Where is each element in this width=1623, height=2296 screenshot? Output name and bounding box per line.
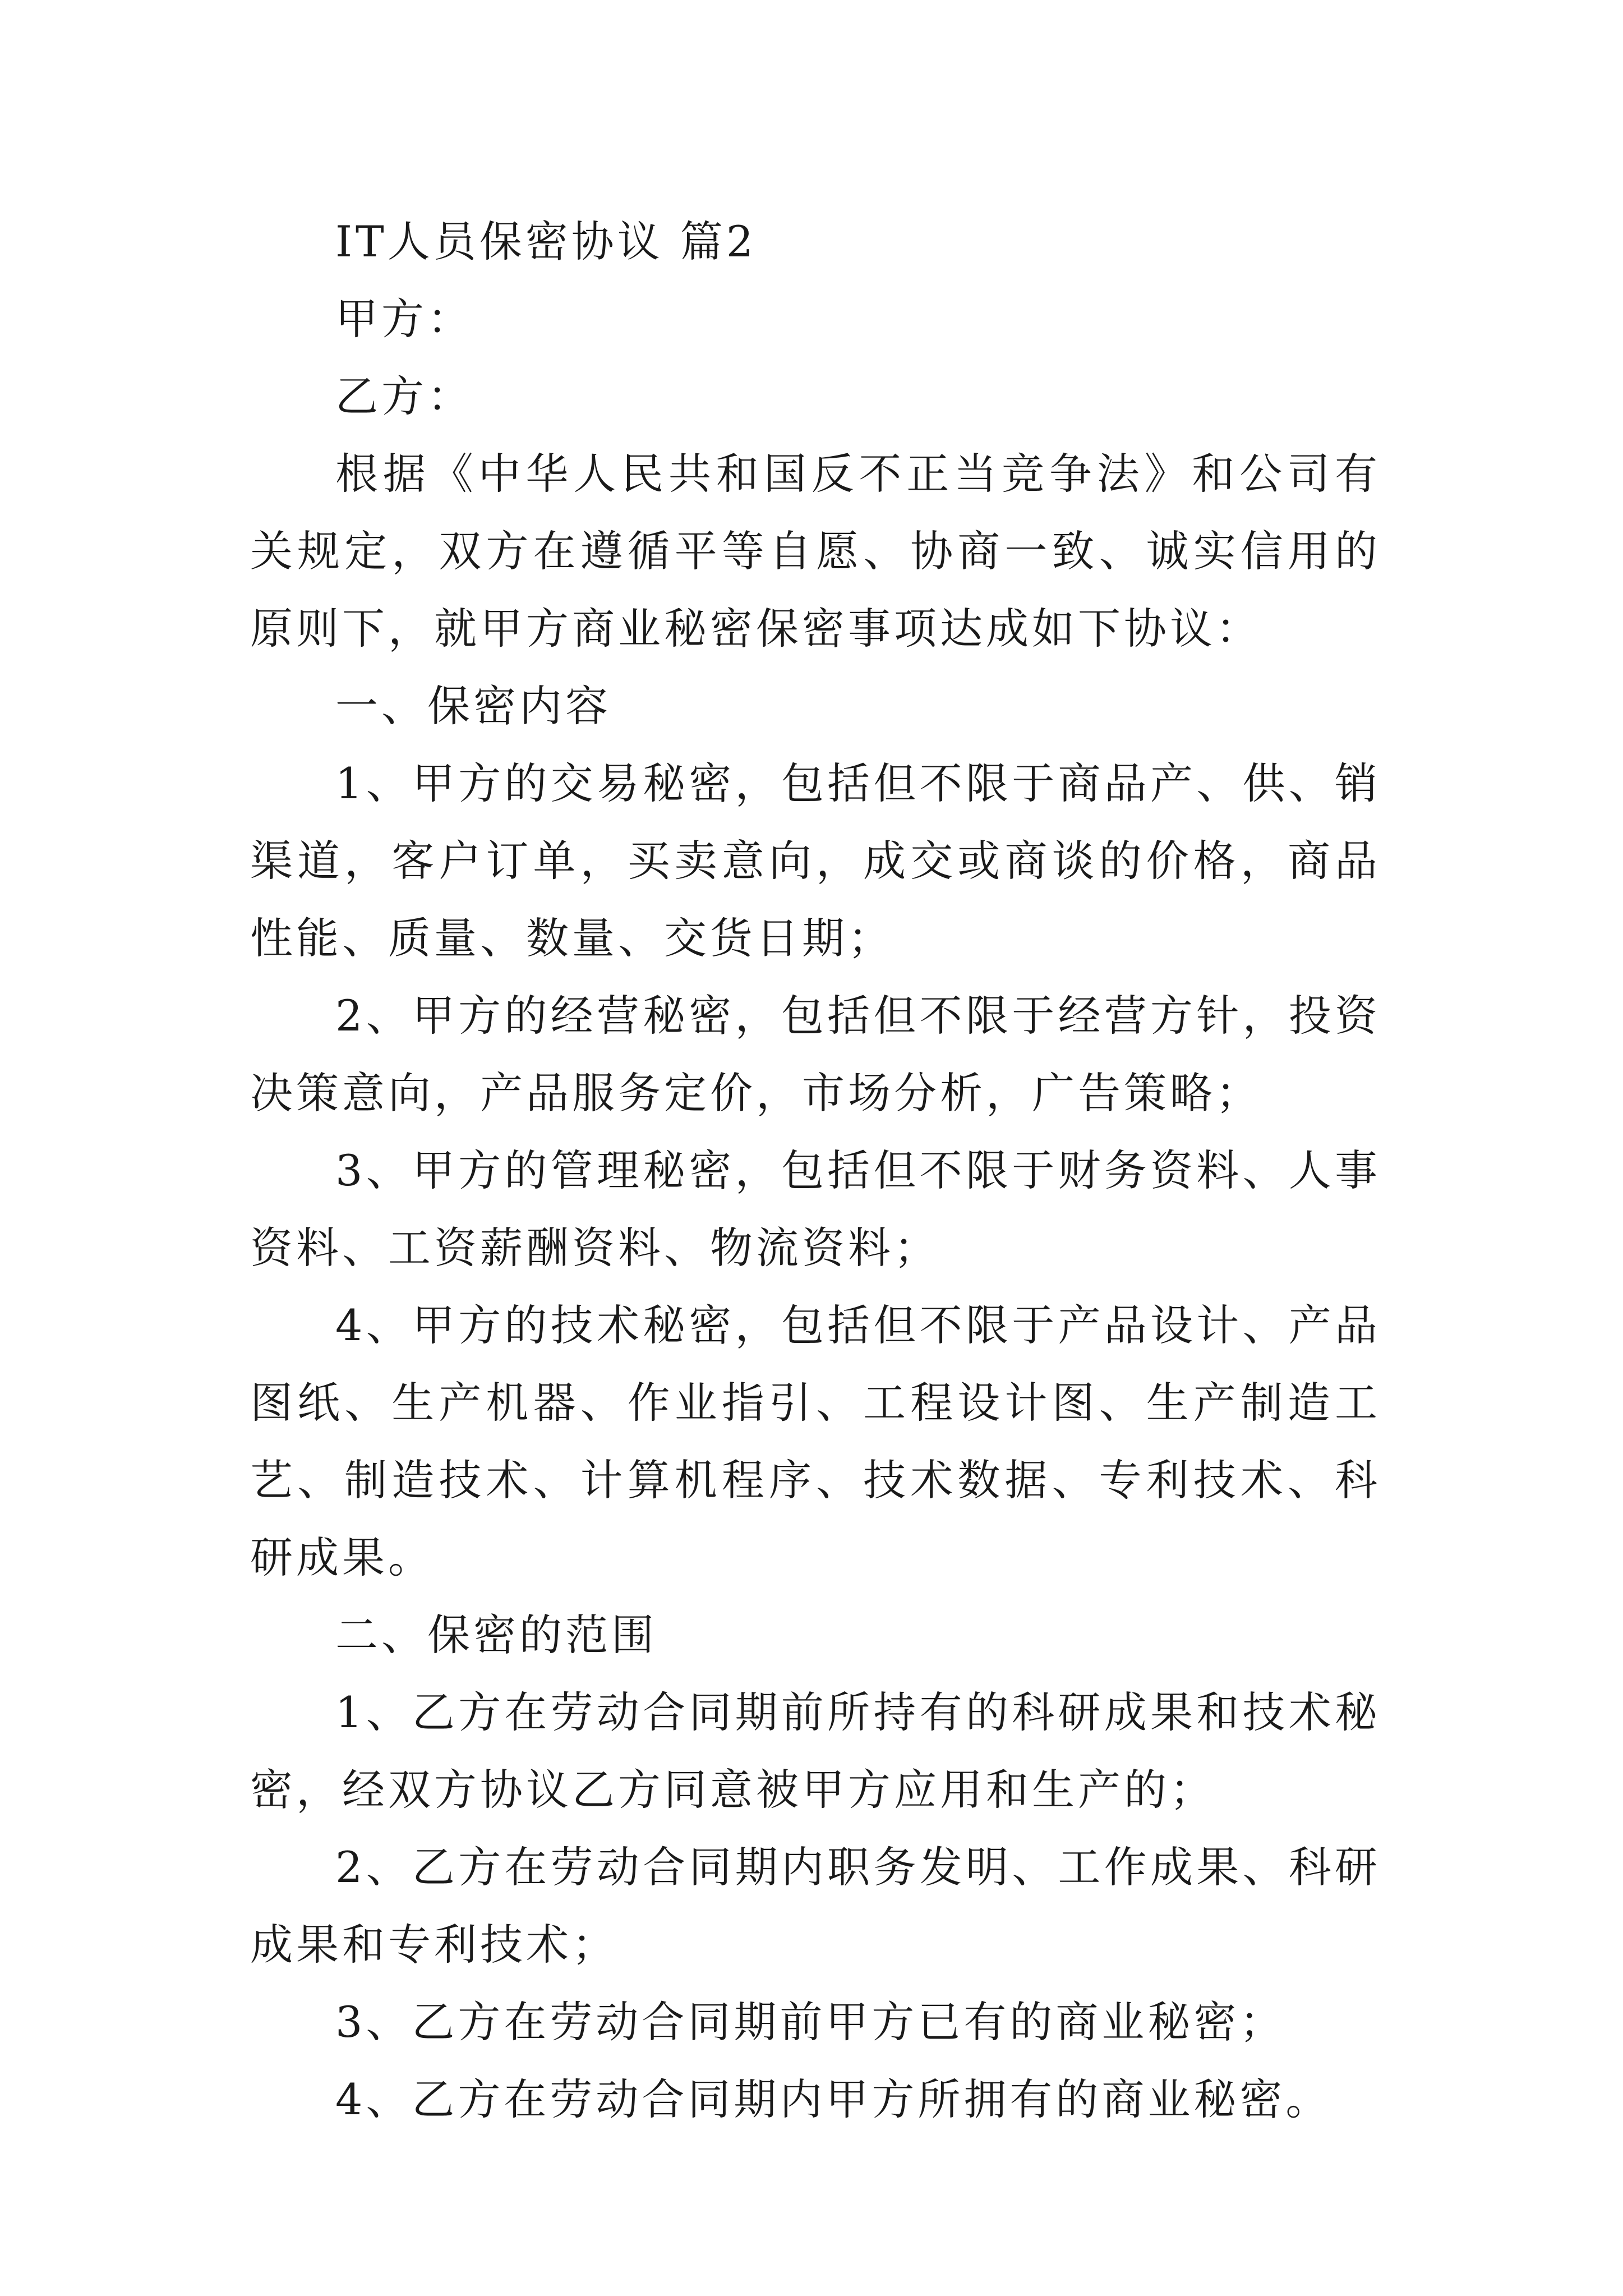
clause-paragraph: 4、甲方的技术秘密，包括但不限于产品设计、产品图纸、生产机器、作业指引、工程设计图、生产制造工艺、制造技术、计算机程序、技术数据、专利技术、科研成果。	[250, 1300, 1381, 1582]
clause-paragraph: 3、乙方在劳动合同期前甲方已有的商业秘密；	[335, 1997, 1286, 2047]
party-a-line: 甲方：	[335, 294, 473, 344]
clause-paragraph: 1、乙方在劳动合同期前所持有的科研成果和技术秘密，经双方协议乙方同意被甲方应用和生产的；	[250, 1687, 1381, 1815]
preamble-paragraph: 根据《中华人民共和国反不正当竞争法》和公司有关规定，双方在遵循平等自愿、协商一致、诚实信用的原则下，就甲方商业秘密保密事项达成如下协议：	[250, 449, 1381, 654]
clause-paragraph: 2、乙方在劳动合同期内职务发明、工作成果、科研成果和专利技术；	[250, 1842, 1381, 1970]
section-heading-confidential-scope: 二、保密的范围	[335, 1610, 657, 1660]
clause-paragraph: 4、乙方在劳动合同期内甲方所拥有的商业秘密。	[335, 2074, 1332, 2124]
document-body	[250, 203, 1381, 2138]
clause-paragraph: 3、甲方的管理秘密，包括但不限于财务资料、人事资料、工资薪酬资料、物流资料；	[250, 1145, 1381, 1273]
clause-paragraph: 1、甲方的交易秘密，包括但不限于商品产、供、销渠道，客户订单，买卖意向，成交或商谈的价格，商品性能、质量、数量、交货日期；	[250, 758, 1381, 963]
section-heading-confidential-content: 一、保密内容	[335, 681, 611, 731]
document-title: IT人员保密协议 篇2	[335, 217, 757, 266]
clause-paragraph: 2、甲方的经营秘密，包括但不限于经营方针，投资决策意向，产品服务定价，市场分析，广告策略；	[250, 991, 1381, 1118]
party-b-line: 乙方：	[335, 371, 473, 421]
